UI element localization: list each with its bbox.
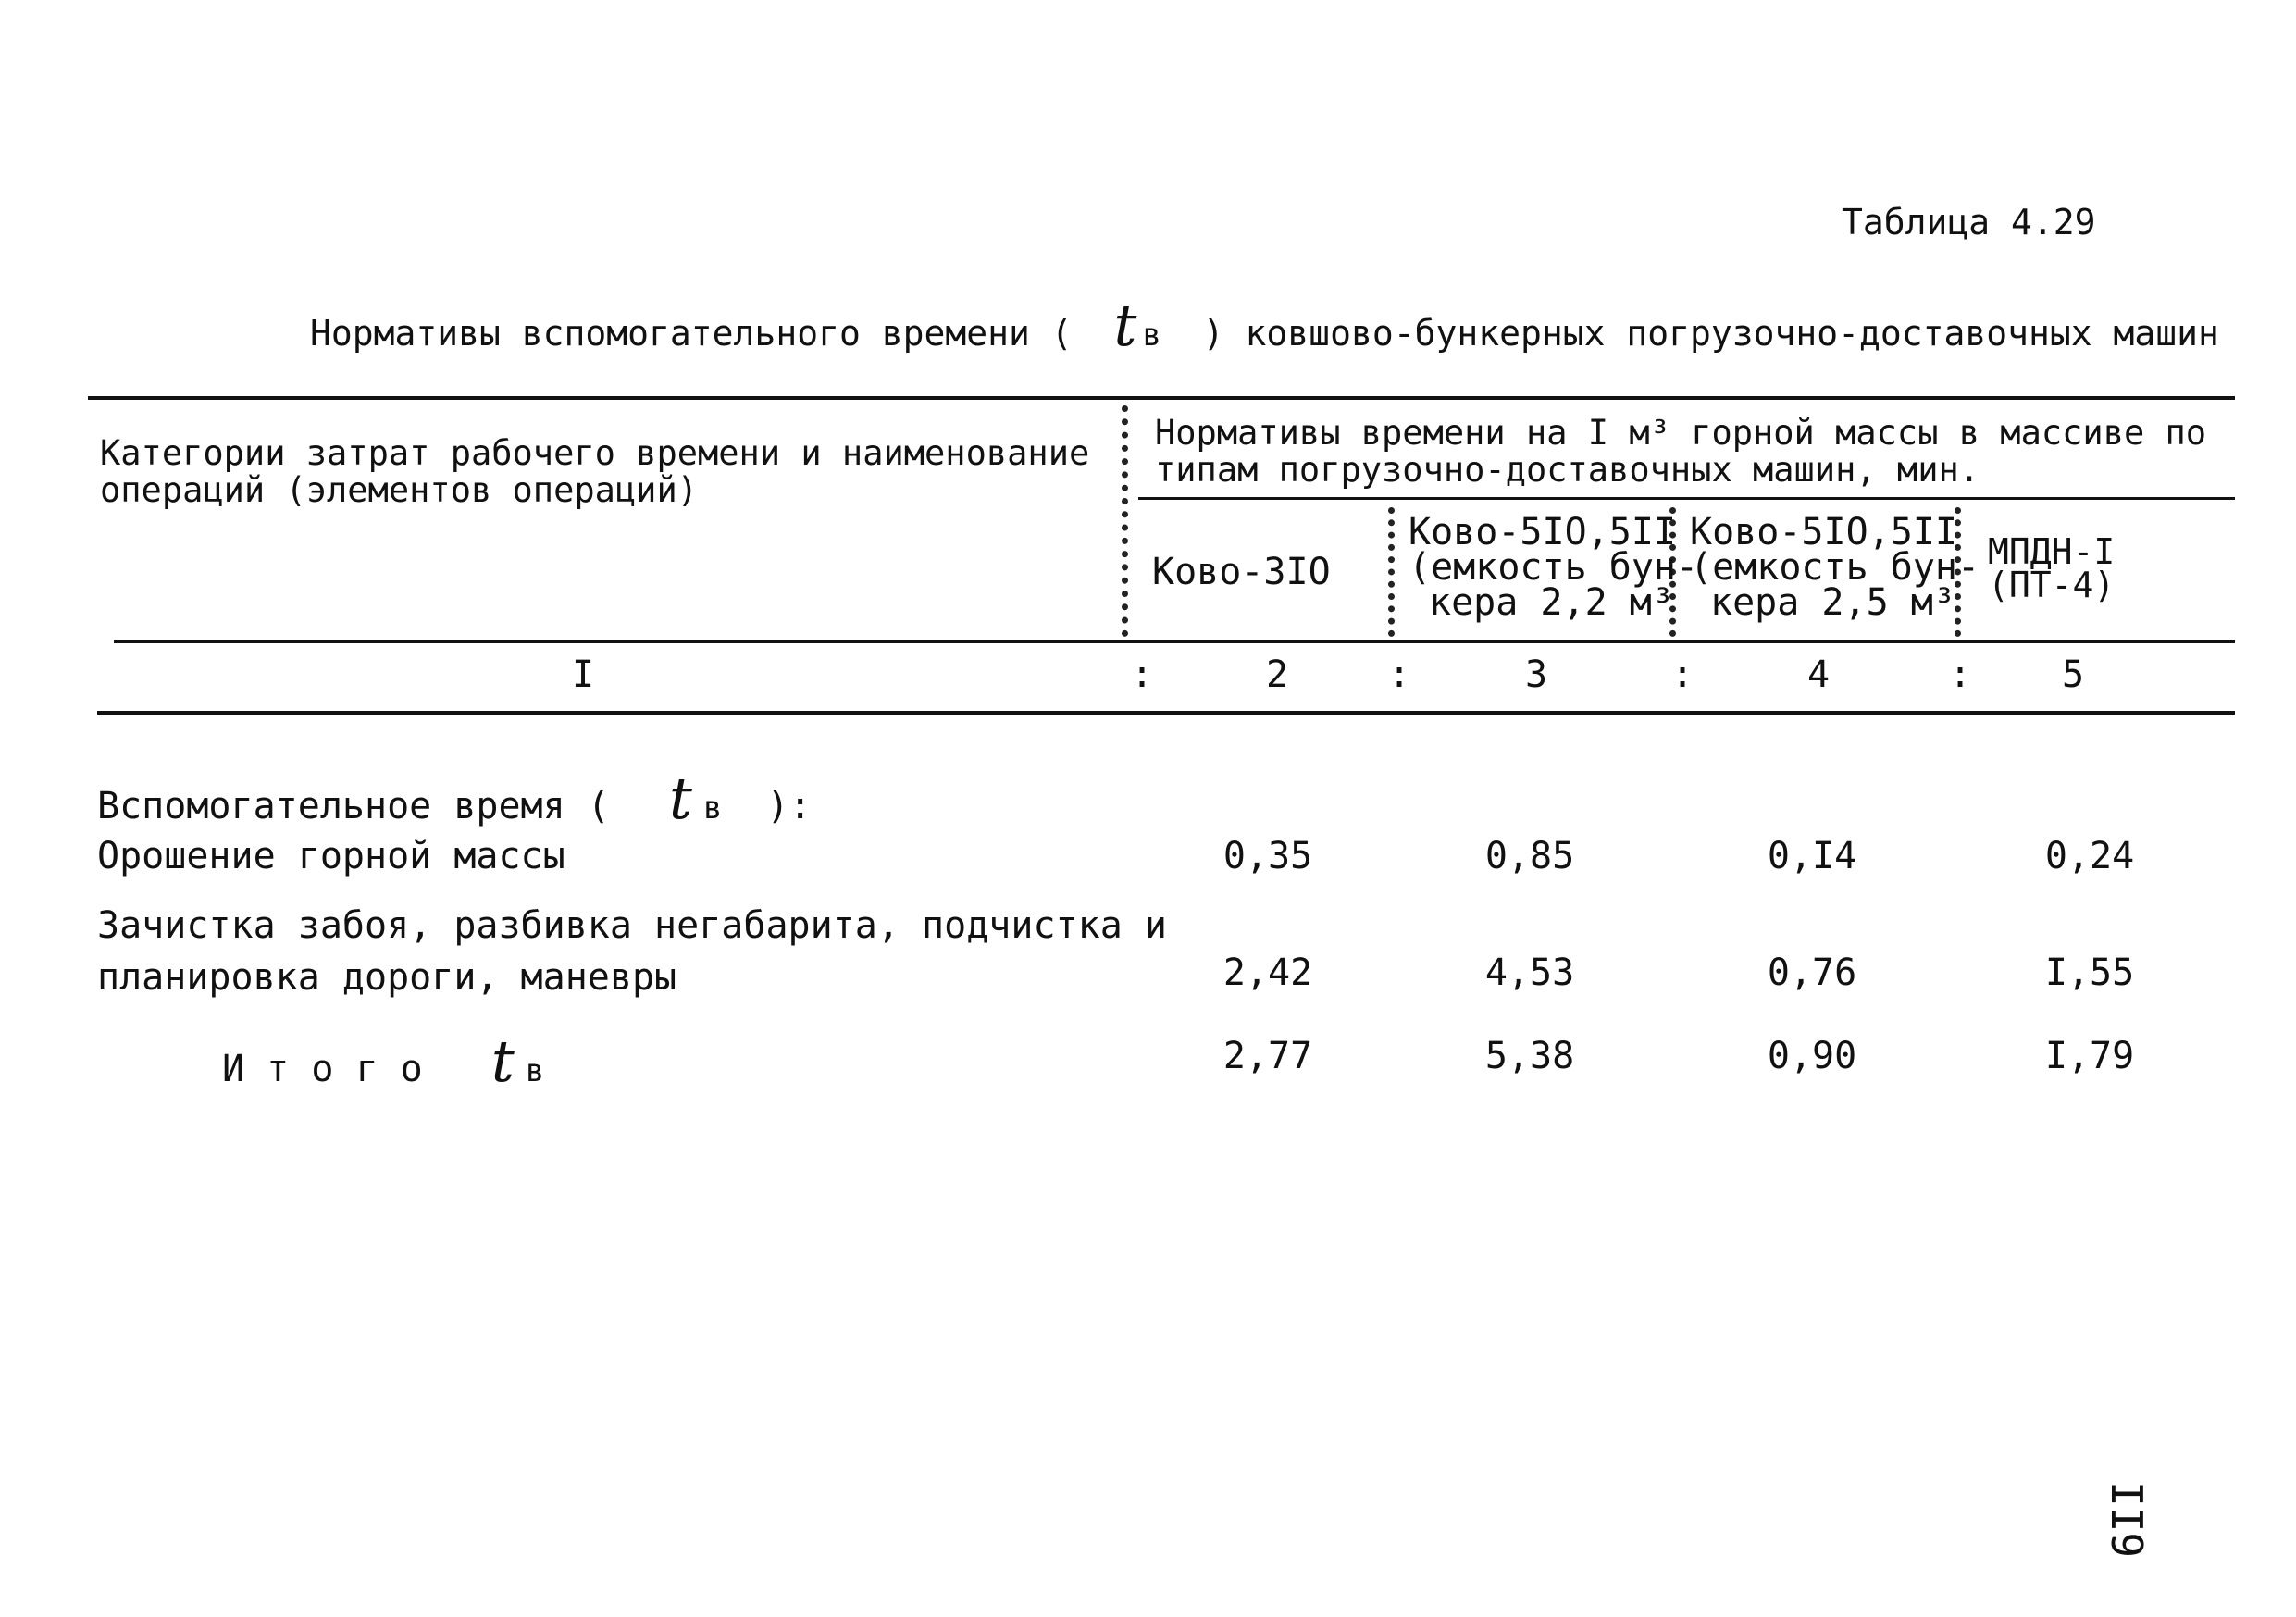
title-prefix: Нормативы вспомогательного времени ( xyxy=(310,313,1073,354)
header-time-norms-line: типам погрузочно-доставочных машин, мин. xyxy=(1155,450,1980,490)
column-number-5: 5 xyxy=(2061,653,2085,696)
column-separator-1 xyxy=(1122,405,1128,637)
column-number-2: 2 xyxy=(1265,653,1289,696)
total-text: И т о г о xyxy=(222,1048,423,1090)
table-title xyxy=(310,292,2219,359)
table-top-rule xyxy=(88,396,2235,400)
header-categories-line: операций (элементов операций) xyxy=(100,470,699,510)
column-numbers-rule xyxy=(97,711,2235,715)
header-time-norms xyxy=(1155,415,2206,489)
row-value: 0,76 xyxy=(1767,952,1857,994)
page-number: II9 xyxy=(2102,1481,2152,1559)
machine-line: Ково-5IО,5II xyxy=(1690,511,1957,554)
column-separator-2 xyxy=(1388,507,1395,637)
total-value: 2,77 xyxy=(1222,1035,1313,1077)
title-time-subscript: в xyxy=(1142,317,1161,354)
row-value: 2,42 xyxy=(1222,952,1313,994)
header-time-norms-line: Нормативы времени на I м³ горной массы в массиве по xyxy=(1155,413,2207,453)
row-label-line: планировка дороги, маневры xyxy=(97,956,677,999)
section-heading xyxy=(97,765,812,832)
column-number-divider: : xyxy=(1671,653,1694,696)
machine-line: кера 2,2 м³ xyxy=(1429,581,1674,624)
total-value: I,79 xyxy=(2044,1035,2135,1077)
row-value: 0,35 xyxy=(1222,835,1313,877)
row-label xyxy=(97,900,1167,1003)
title-suffix: ) ковшово-бункерных погрузочно-доставочных машин xyxy=(1202,313,2219,354)
header-categories xyxy=(100,435,1089,509)
row-value: 4,53 xyxy=(1484,952,1575,994)
total-time-symbol: t xyxy=(490,1027,515,1095)
group-header-rule xyxy=(1138,497,2235,500)
row-value: I,55 xyxy=(2044,952,2135,994)
title-time-symbol: t xyxy=(1113,292,1137,359)
column-number-3: 3 xyxy=(1524,653,1548,696)
total-time-subscript: в xyxy=(525,1052,545,1089)
column-number-1: I xyxy=(571,653,595,696)
section-suffix: ): xyxy=(766,785,812,827)
section-prefix: Вспомогательное время ( xyxy=(97,785,610,827)
table-number: Таблица 4.29 xyxy=(1842,202,2096,243)
machine-line: (емкость бун- xyxy=(1409,546,1699,589)
header-machine-kovo-510-25 xyxy=(1690,511,1980,624)
header-machine-kovo-310 xyxy=(1152,551,1331,593)
header-machine-mpdn-1 xyxy=(1988,531,2116,605)
column-number-4: 4 xyxy=(1806,653,1831,696)
column-number-divider: : xyxy=(1949,653,1972,696)
header-bottom-rule xyxy=(114,640,2235,643)
machine-line: Ково-5IО,5II xyxy=(1409,511,1676,554)
machine-line: (ПТ-4) xyxy=(1988,565,2116,605)
machine-line: МПДН-I xyxy=(1988,531,2116,572)
row-label: Орошение горной массы xyxy=(97,835,565,877)
column-number-divider: : xyxy=(1388,653,1411,696)
row-value: 0,85 xyxy=(1484,835,1575,877)
machine-line: кера 2,5 м³ xyxy=(1710,581,1955,624)
machine-line: (емкость бун- xyxy=(1690,546,1980,589)
column-number-divider: : xyxy=(1131,653,1154,696)
total-value: 5,38 xyxy=(1484,1035,1575,1077)
machine-line: Ково-3IО xyxy=(1152,551,1331,593)
row-value: 0,24 xyxy=(2044,835,2135,877)
total-label xyxy=(222,1027,544,1095)
total-value: 0,90 xyxy=(1767,1035,1857,1077)
row-label-line: Зачистка забоя, разбивка негабарита, подчистка и xyxy=(97,904,1167,947)
header-categories-line: Категории затрат рабочего времени и наименование xyxy=(100,433,1090,473)
section-time-symbol: t xyxy=(668,765,692,832)
section-time-subscript: в xyxy=(702,790,723,827)
header-machine-kovo-510-22 xyxy=(1409,511,1699,624)
row-value: 0,I4 xyxy=(1767,835,1857,877)
